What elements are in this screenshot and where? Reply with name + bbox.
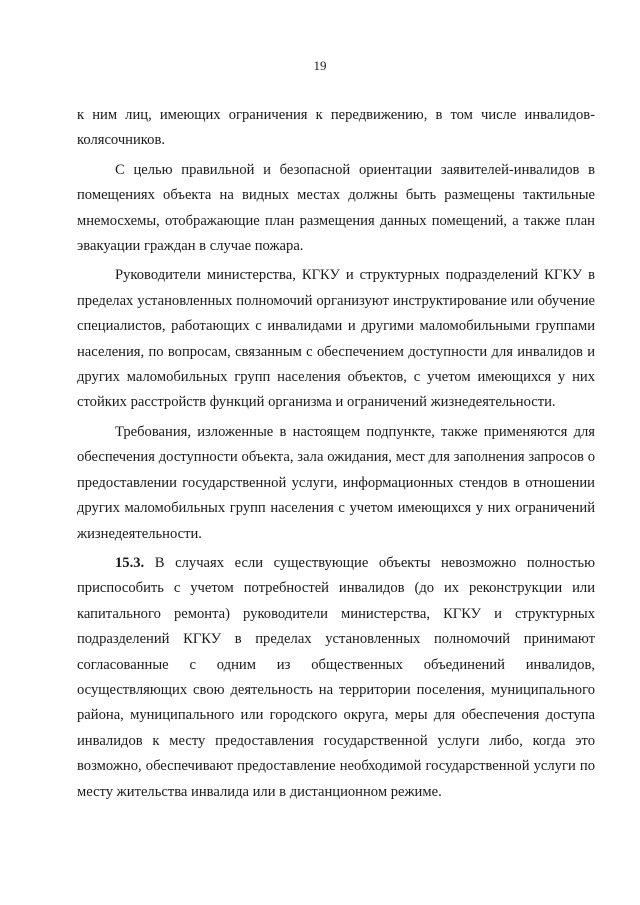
- page-number: 19: [313, 58, 327, 73]
- section-number: 15.3.: [115, 554, 145, 571]
- paragraph-section-15-3: [77, 551, 595, 805]
- paragraph-requirements-scope: Требования, изложенные в настоящем подпункте, также применяются для обеспечения доступности объекта, зала ожидания, мест для заполнения запросов о предоставлении государственной услуги, информационных стендов в отношении других маломобильных групп населения с учетом имеющихся у них ограничений жизнедеятельности.: [77, 423, 595, 542]
- section-text: В случаях если существующие объекты невозможно полностью приспособить с учетом потребностей инвалидов (до их реконструкции или капитального ремонта) руководители министерства, КГКУ и структурных подразделений КГКУ в пределах установленных полномочий принимают согласованные с одним из общественных объединений инвалидов, осуществляющих свою деятельность на территории поселения, муниципального района, муниципального или городского округа, меры для обеспечения доступа инвалидов к месту предоставления государственной услуги либо, когда это возможно, обеспечивают предоставление необходимой государственной услуги по месту жительства инвалида или в дистанционном режиме.: [77, 554, 595, 800]
- paragraph-staff-training: Руководители министерства, КГКУ и структурных подразделений КГКУ в пределах установленных полномочий организуют инструктирование или обучение специалистов, работающих с инвалидами и другими маломобильными группами населения, по вопросам, связанным с обеспечением доступности для инвалидов и других маломобильных групп населения объектов, с учетом имеющихся у них стойких расстройств функций организма и ограничений жизнедеятельности.: [77, 267, 595, 411]
- paragraph-tactile-schemes: С целью правильной и безопасной ориентации заявителей-инвалидов в помещениях объекта на видных местах должны быть размещены тактильные мнемосхемы, отображающие план размещения данных помещений, а также план эвакуации граждан в случае пожара.: [77, 161, 595, 255]
- paragraph-continuation: к ним лиц, имеющих ограничения к передвижению, в том числе инвалидов-колясочников.: [77, 107, 595, 149]
- document-body: [77, 103, 595, 805]
